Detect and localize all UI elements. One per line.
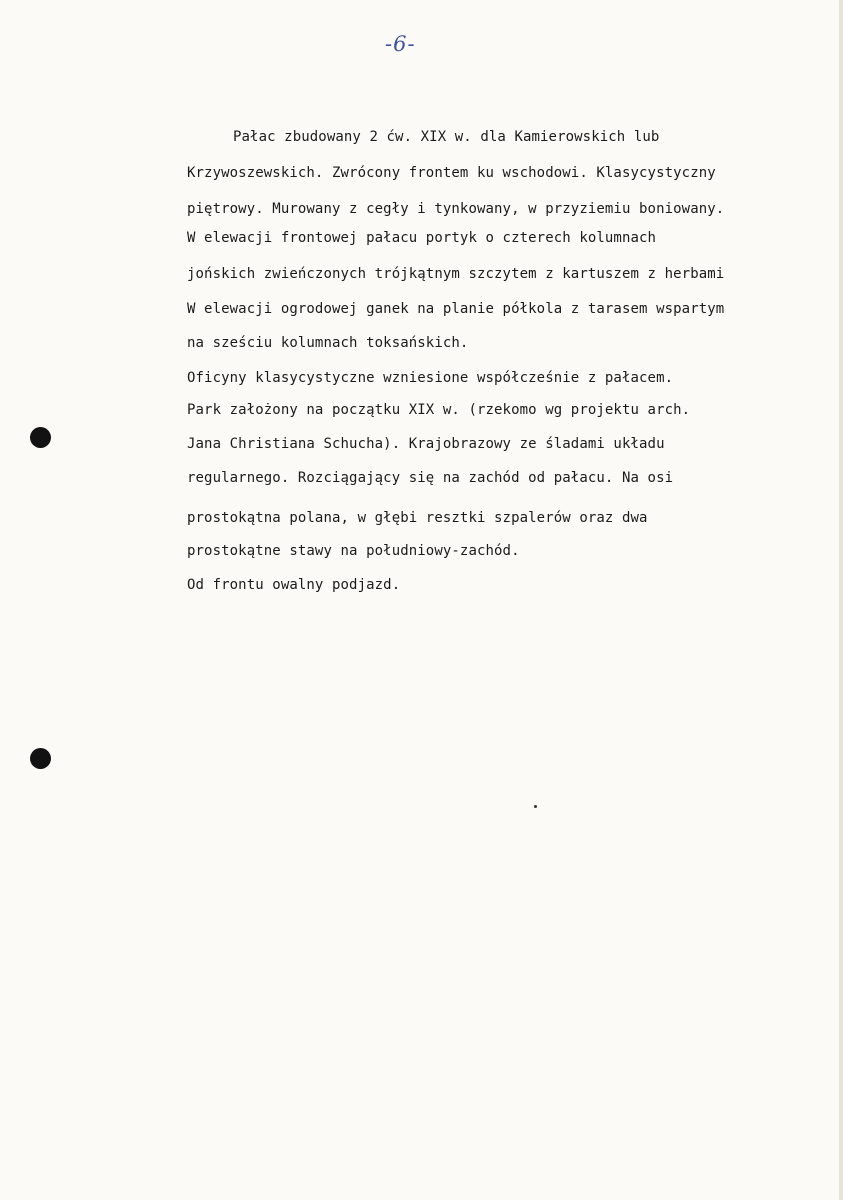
text-line: W elewacji ogrodowej ganek na planie półkola z tarasem wspartym [187, 301, 725, 317]
text-line: Krzywoszewskich. Zwrócony frontem ku wschodowi. Klasycystyczny [187, 165, 716, 181]
text-line: jońskich zwieńczonych trójkątnym szczytem z kartuszem z herbami [187, 266, 725, 282]
text-line: prostokątna polana, w głębi resztki szpalerów oraz dwa [187, 510, 648, 526]
text-line: piętrowy. Murowany z cegły i tynkowany, w przyziemiu boniowany. [187, 201, 725, 217]
text-line: regularnego. Rozciągający się na zachód od pałacu. Na osi [187, 470, 674, 486]
text-line: Jana Christiana Schucha). Krajobrazowy ze śladami układu [187, 436, 665, 452]
text-line: Park założony na początku XIX w. (rzekomo wg projektu arch. [187, 402, 691, 418]
page-number: -6- [385, 32, 416, 56]
text-line: Oficyny klasycystyczne wzniesione współcześnie z pałacem. [187, 370, 674, 386]
text-line: Pałac zbudowany 2 ćw. XIX w. dla Kamierowskich lub [233, 129, 660, 145]
text-line: prostokątne stawy na południowy-zachód. [187, 543, 520, 559]
text-line: W elewacji frontowej pałacu portyk o czterech kolumnach [187, 230, 657, 246]
text-line: na sześciu kolumnach toksańskich. [187, 335, 469, 351]
text-line: Od frontu owalny podjazd. [187, 577, 401, 593]
